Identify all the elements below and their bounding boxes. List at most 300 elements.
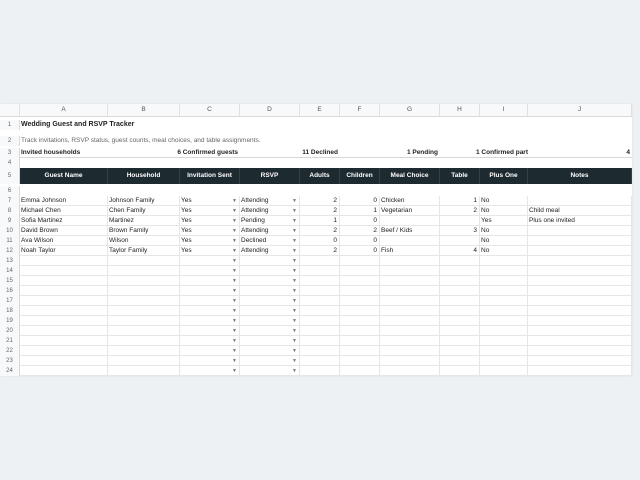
meal-choice-cell[interactable] bbox=[380, 326, 440, 336]
header-notes[interactable]: Notes bbox=[528, 168, 632, 184]
meal-choice-cell[interactable] bbox=[380, 206, 440, 216]
household-cell[interactable] bbox=[108, 366, 180, 376]
children-cell[interactable] bbox=[340, 366, 380, 376]
household-cell[interactable] bbox=[108, 336, 180, 346]
notes-cell[interactable] bbox=[528, 356, 632, 366]
adults-cell[interactable] bbox=[300, 336, 340, 346]
plus-one-cell-value: No bbox=[481, 237, 490, 244]
rsvp-cell[interactable] bbox=[240, 286, 300, 296]
dropdown-arrow-icon[interactable]: ▼ bbox=[292, 338, 297, 344]
column-header-e[interactable]: E bbox=[300, 104, 340, 116]
adults-cell-value: 2 bbox=[333, 247, 337, 254]
row-number[interactable]: 13 bbox=[0, 256, 20, 266]
summary-confirmed-parties[interactable]: 1 Confirmed part bbox=[440, 148, 530, 158]
notes-cell[interactable] bbox=[528, 306, 632, 316]
dropdown-arrow-icon[interactable]: ▼ bbox=[232, 238, 237, 244]
children-cell-value: 0 bbox=[373, 197, 377, 204]
table-cell[interactable] bbox=[440, 336, 480, 346]
adults-cell[interactable] bbox=[300, 236, 340, 246]
meal-choice-cell[interactable] bbox=[380, 276, 440, 286]
household-cell[interactable] bbox=[108, 346, 180, 356]
adults-cell[interactable] bbox=[300, 286, 340, 296]
row-number[interactable]: 5 bbox=[0, 168, 20, 184]
guest-name-cell[interactable] bbox=[20, 276, 108, 286]
household-cell-value: Johnson Family bbox=[109, 197, 155, 204]
dropdown-arrow-icon[interactable]: ▼ bbox=[292, 278, 297, 284]
guest-name-cell[interactable] bbox=[20, 236, 108, 246]
row-number[interactable]: 16 bbox=[0, 286, 20, 296]
notes-cell[interactable] bbox=[528, 266, 632, 276]
rsvp-cell[interactable] bbox=[240, 256, 300, 266]
column-header-f[interactable]: F bbox=[340, 104, 380, 116]
dropdown-arrow-icon[interactable]: ▼ bbox=[292, 208, 297, 214]
column-header-b[interactable]: B bbox=[108, 104, 180, 116]
table-cell[interactable] bbox=[440, 286, 480, 296]
row-number[interactable]: 18 bbox=[0, 306, 20, 316]
header-rsvp[interactable]: RSVP bbox=[240, 168, 300, 184]
table-cell[interactable] bbox=[440, 366, 480, 376]
row-number[interactable]: 14 bbox=[0, 266, 20, 276]
children-cell[interactable] bbox=[340, 216, 380, 226]
guest-name-cell[interactable] bbox=[20, 326, 108, 336]
notes-cell[interactable] bbox=[528, 296, 632, 306]
notes-cell[interactable] bbox=[528, 206, 632, 216]
rsvp-cell[interactable] bbox=[240, 206, 300, 216]
rsvp-cell[interactable] bbox=[240, 296, 300, 306]
guest-name-cell[interactable] bbox=[20, 366, 108, 376]
summary-confirmed-guests[interactable]: 6 Confirmed guests bbox=[108, 148, 240, 158]
household-cell[interactable] bbox=[108, 296, 180, 306]
children-cell[interactable] bbox=[340, 256, 380, 266]
plus-one-cell[interactable] bbox=[480, 366, 528, 376]
column-header-d[interactable]: D bbox=[240, 104, 300, 116]
dropdown-arrow-icon[interactable]: ▼ bbox=[292, 218, 297, 224]
table-cell[interactable] bbox=[440, 356, 480, 366]
table-cell-value: 3 bbox=[473, 227, 477, 234]
dropdown-arrow-icon[interactable]: ▼ bbox=[232, 358, 237, 364]
dropdown-arrow-icon[interactable]: ▼ bbox=[232, 288, 237, 294]
dropdown-arrow-icon[interactable]: ▼ bbox=[232, 228, 237, 234]
dropdown-arrow-icon[interactable]: ▼ bbox=[292, 368, 297, 374]
rsvp-cell[interactable] bbox=[240, 346, 300, 356]
invitation-sent-cell[interactable] bbox=[180, 216, 240, 226]
plus-one-cell[interactable] bbox=[480, 266, 528, 276]
invitation-sent-cell[interactable] bbox=[180, 226, 240, 236]
adults-cell[interactable] bbox=[300, 296, 340, 306]
household-cell[interactable] bbox=[108, 246, 180, 256]
notes-cell[interactable] bbox=[528, 336, 632, 346]
table-cell[interactable] bbox=[440, 306, 480, 316]
dropdown-arrow-icon[interactable]: ▼ bbox=[232, 278, 237, 284]
empty-row bbox=[0, 326, 632, 336]
guest-name-cell[interactable] bbox=[20, 216, 108, 226]
plus-one-cell[interactable] bbox=[480, 346, 528, 356]
column-header-i[interactable]: I bbox=[480, 104, 528, 116]
adults-cell[interactable] bbox=[300, 306, 340, 316]
column-header-bar bbox=[0, 104, 632, 117]
corner-cell[interactable] bbox=[0, 104, 20, 116]
household-cell[interactable] bbox=[108, 196, 180, 206]
dropdown-arrow-icon[interactable]: ▼ bbox=[292, 298, 297, 304]
dropdown-arrow-icon[interactable]: ▼ bbox=[232, 248, 237, 254]
adults-cell[interactable] bbox=[300, 366, 340, 376]
dropdown-arrow-icon[interactable]: ▼ bbox=[232, 338, 237, 344]
table-cell[interactable] bbox=[440, 236, 480, 246]
summary-pending[interactable]: 1 Pending bbox=[340, 148, 440, 158]
adults-cell[interactable] bbox=[300, 246, 340, 256]
plus-one-cell[interactable] bbox=[480, 256, 528, 266]
row-number[interactable]: 12 bbox=[0, 246, 20, 256]
dropdown-arrow-icon[interactable]: ▼ bbox=[292, 288, 297, 294]
notes-cell[interactable] bbox=[528, 236, 632, 246]
children-cell[interactable] bbox=[340, 236, 380, 246]
rsvp-cell-value: Attending bbox=[241, 227, 269, 234]
adults-cell[interactable] bbox=[300, 206, 340, 216]
household-cell[interactable] bbox=[108, 266, 180, 276]
plus-one-cell-value: Yes bbox=[481, 217, 492, 224]
table-cell[interactable] bbox=[440, 216, 480, 226]
household-cell[interactable] bbox=[108, 276, 180, 286]
column-header-a[interactable]: A bbox=[20, 104, 108, 116]
guest-name-cell[interactable] bbox=[20, 196, 108, 206]
meal-choice-cell[interactable] bbox=[380, 346, 440, 356]
plus-one-cell[interactable] bbox=[480, 226, 528, 236]
row-number[interactable]: 8 bbox=[0, 206, 20, 216]
adults-cell[interactable] bbox=[300, 216, 340, 226]
empty-row bbox=[0, 296, 632, 306]
plus-one-cell[interactable] bbox=[480, 326, 528, 336]
guest-name-cell[interactable] bbox=[20, 256, 108, 266]
header-plus-one[interactable]: Plus One bbox=[480, 168, 528, 184]
plus-one-cell[interactable] bbox=[480, 286, 528, 296]
guest-name-cell[interactable] bbox=[20, 356, 108, 366]
children-cell[interactable] bbox=[340, 326, 380, 336]
plus-one-cell-value: No bbox=[481, 197, 490, 204]
invitation-sent-cell[interactable] bbox=[180, 356, 240, 366]
household-cell[interactable] bbox=[108, 286, 180, 296]
dropdown-arrow-icon[interactable]: ▼ bbox=[232, 328, 237, 334]
rsvp-cell[interactable] bbox=[240, 316, 300, 326]
table-cell[interactable] bbox=[440, 326, 480, 336]
dropdown-arrow-icon[interactable]: ▼ bbox=[292, 268, 297, 274]
children-cell[interactable] bbox=[340, 196, 380, 206]
household-cell-value: Wilson bbox=[109, 237, 129, 244]
invitation-sent-cell[interactable] bbox=[180, 306, 240, 316]
dropdown-arrow-icon[interactable]: ▼ bbox=[232, 298, 237, 304]
rsvp-cell[interactable] bbox=[240, 356, 300, 366]
adults-cell[interactable] bbox=[300, 256, 340, 266]
empty-row bbox=[0, 346, 632, 356]
adults-cell[interactable] bbox=[300, 356, 340, 366]
dropdown-arrow-icon[interactable]: ▼ bbox=[292, 358, 297, 364]
rsvp-cell[interactable] bbox=[240, 196, 300, 206]
meal-choice-cell[interactable] bbox=[380, 256, 440, 266]
children-cell[interactable] bbox=[340, 286, 380, 296]
table-cell[interactable] bbox=[440, 316, 480, 326]
notes-cell[interactable] bbox=[528, 326, 632, 336]
meal-choice-cell[interactable] bbox=[380, 306, 440, 316]
rsvp-cell[interactable] bbox=[240, 266, 300, 276]
guest-name-cell[interactable] bbox=[20, 336, 108, 346]
invitation-sent-cell[interactable] bbox=[180, 196, 240, 206]
rsvp-cell[interactable] bbox=[240, 246, 300, 256]
header-guest-name[interactable]: Guest Name bbox=[20, 168, 108, 184]
children-cell[interactable] bbox=[340, 296, 380, 306]
household-cell[interactable] bbox=[108, 236, 180, 246]
dropdown-arrow-icon[interactable]: ▼ bbox=[292, 238, 297, 244]
column-header-c[interactable]: C bbox=[180, 104, 240, 116]
plus-one-cell[interactable] bbox=[480, 336, 528, 346]
household-cell-value: Martinez bbox=[109, 217, 134, 224]
invitation-sent-cell[interactable] bbox=[180, 316, 240, 326]
sheet-row bbox=[0, 136, 632, 146]
children-cell[interactable] bbox=[340, 346, 380, 356]
guest-name-cell[interactable] bbox=[20, 346, 108, 356]
adults-cell[interactable] bbox=[300, 326, 340, 336]
row-number[interactable]: 24 bbox=[0, 366, 20, 376]
guest-name-cell-value: Emma Johnson bbox=[21, 197, 67, 204]
dropdown-arrow-icon[interactable]: ▼ bbox=[292, 228, 297, 234]
empty-row bbox=[0, 356, 632, 366]
dropdown-arrow-icon[interactable]: ▼ bbox=[292, 308, 297, 314]
rsvp-cell[interactable] bbox=[240, 326, 300, 336]
notes-cell[interactable] bbox=[528, 196, 632, 206]
meal-choice-cell[interactable] bbox=[380, 366, 440, 376]
dropdown-arrow-icon[interactable]: ▼ bbox=[232, 208, 237, 214]
row-number[interactable]: 6 bbox=[0, 186, 20, 196]
table-cell[interactable] bbox=[440, 196, 480, 206]
notes-cell[interactable] bbox=[528, 346, 632, 356]
row-number[interactable]: 7 bbox=[0, 196, 20, 206]
children-cell[interactable] bbox=[340, 316, 380, 326]
notes-cell[interactable] bbox=[528, 216, 632, 226]
invitation-sent-cell[interactable] bbox=[180, 326, 240, 336]
notes-cell[interactable] bbox=[528, 366, 632, 376]
rsvp-cell[interactable] bbox=[240, 336, 300, 346]
meal-choice-cell[interactable] bbox=[380, 336, 440, 346]
children-cell[interactable] bbox=[340, 276, 380, 286]
dropdown-arrow-icon[interactable]: ▼ bbox=[232, 368, 237, 374]
row-number[interactable]: 21 bbox=[0, 336, 20, 346]
dropdown-arrow-icon[interactable]: ▼ bbox=[232, 318, 237, 324]
children-cell[interactable] bbox=[340, 226, 380, 236]
notes-cell[interactable] bbox=[528, 256, 632, 266]
notes-cell[interactable] bbox=[528, 286, 632, 296]
guest-name-cell[interactable] bbox=[20, 286, 108, 296]
row-number[interactable]: 4 bbox=[0, 158, 20, 168]
invitation-sent-cell[interactable] bbox=[180, 266, 240, 276]
adults-cell-value: 2 bbox=[333, 227, 337, 234]
row-number[interactable]: 19 bbox=[0, 316, 20, 326]
notes-cell-value: Plus one invited bbox=[529, 217, 575, 224]
sheet-subtitle[interactable]: Track invitations, RSVP status, guest counts, meal choices, and table assignments. bbox=[21, 137, 261, 144]
dropdown-arrow-icon[interactable]: ▼ bbox=[292, 198, 297, 204]
plus-one-cell[interactable] bbox=[480, 316, 528, 326]
row-number[interactable]: 9 bbox=[0, 216, 20, 226]
household-cell[interactable] bbox=[108, 326, 180, 336]
meal-choice-cell[interactable] bbox=[380, 286, 440, 296]
guest-name-cell[interactable] bbox=[20, 246, 108, 256]
plus-one-cell[interactable] bbox=[480, 356, 528, 366]
rsvp-cell[interactable] bbox=[240, 216, 300, 226]
row-number[interactable]: 2 bbox=[0, 136, 20, 146]
dropdown-arrow-icon[interactable]: ▼ bbox=[292, 348, 297, 354]
column-header-h[interactable]: H bbox=[440, 104, 480, 116]
invitation-sent-cell[interactable] bbox=[180, 206, 240, 216]
invitation-sent-cell[interactable] bbox=[180, 346, 240, 356]
notes-cell[interactable] bbox=[528, 246, 632, 256]
meal-choice-cell[interactable] bbox=[380, 296, 440, 306]
table-cell[interactable] bbox=[440, 256, 480, 266]
invitation-sent-cell[interactable] bbox=[180, 336, 240, 346]
notes-cell[interactable] bbox=[528, 226, 632, 236]
rsvp-cell[interactable] bbox=[240, 276, 300, 286]
table-cell[interactable] bbox=[440, 266, 480, 276]
column-header-j[interactable]: J bbox=[528, 104, 632, 116]
invitation-sent-cell[interactable] bbox=[180, 256, 240, 266]
header-meal-choice[interactable]: Meal Choice bbox=[380, 168, 440, 184]
meal-choice-cell[interactable] bbox=[380, 216, 440, 226]
plus-one-cell[interactable] bbox=[480, 306, 528, 316]
meal-choice-cell[interactable] bbox=[380, 356, 440, 366]
plus-one-cell[interactable] bbox=[480, 246, 528, 256]
meal-choice-cell[interactable] bbox=[380, 316, 440, 326]
plus-one-cell[interactable] bbox=[480, 276, 528, 286]
dropdown-arrow-icon[interactable]: ▼ bbox=[292, 328, 297, 334]
row-number[interactable]: 1 bbox=[0, 120, 20, 130]
row-number[interactable]: 15 bbox=[0, 276, 20, 286]
invitation-sent-cell[interactable] bbox=[180, 296, 240, 306]
plus-one-cell[interactable] bbox=[480, 196, 528, 206]
guest-name-cell[interactable] bbox=[20, 316, 108, 326]
meal-choice-cell-value: Fish bbox=[381, 247, 394, 254]
household-cell[interactable] bbox=[108, 356, 180, 366]
table-cell[interactable] bbox=[440, 346, 480, 356]
guest-name-cell[interactable] bbox=[20, 206, 108, 216]
rsvp-cell[interactable] bbox=[240, 236, 300, 246]
invitation-sent-cell[interactable] bbox=[180, 246, 240, 256]
dropdown-arrow-icon[interactable]: ▼ bbox=[292, 248, 297, 254]
invitation-sent-cell-value: Yes bbox=[181, 197, 192, 204]
meal-choice-cell[interactable] bbox=[380, 246, 440, 256]
household-cell[interactable] bbox=[108, 226, 180, 236]
rsvp-cell-value: Declined bbox=[241, 237, 267, 244]
header-household[interactable]: Household bbox=[108, 168, 180, 184]
row-number[interactable]: 17 bbox=[0, 296, 20, 306]
guest-name-cell[interactable] bbox=[20, 306, 108, 316]
summary-invited-households[interactable]: Invited households bbox=[20, 148, 180, 158]
adults-cell[interactable] bbox=[300, 316, 340, 326]
dropdown-arrow-icon[interactable]: ▼ bbox=[232, 198, 237, 204]
summary-j[interactable]: 4 bbox=[528, 148, 632, 158]
rsvp-cell-value: Pending bbox=[241, 217, 265, 224]
sheet-row bbox=[0, 158, 632, 168]
column-header-g[interactable]: G bbox=[380, 104, 440, 116]
guest-name-cell[interactable] bbox=[20, 296, 108, 306]
guest-name-cell[interactable] bbox=[20, 266, 108, 276]
row-number[interactable]: 10 bbox=[0, 226, 20, 236]
table-cell[interactable] bbox=[440, 206, 480, 216]
dropdown-arrow-icon[interactable]: ▼ bbox=[232, 218, 237, 224]
household-cell[interactable] bbox=[108, 216, 180, 226]
summary-declined[interactable]: 11 Declined bbox=[240, 148, 340, 158]
guest-name-cell-value: David Brown bbox=[21, 227, 58, 234]
table-cell[interactable] bbox=[440, 246, 480, 256]
row-number[interactable]: 23 bbox=[0, 356, 20, 366]
plus-one-cell[interactable] bbox=[480, 236, 528, 246]
row-number[interactable]: 11 bbox=[0, 236, 20, 246]
notes-cell[interactable] bbox=[528, 316, 632, 326]
dropdown-arrow-icon[interactable]: ▼ bbox=[292, 318, 297, 324]
dropdown-arrow-icon[interactable]: ▼ bbox=[232, 308, 237, 314]
invitation-sent-cell[interactable] bbox=[180, 236, 240, 246]
guest-row bbox=[0, 196, 632, 206]
rsvp-cell[interactable] bbox=[240, 226, 300, 236]
children-cell[interactable] bbox=[340, 356, 380, 366]
rsvp-cell[interactable] bbox=[240, 366, 300, 376]
row-number[interactable]: 3 bbox=[0, 148, 20, 158]
meal-choice-cell[interactable] bbox=[380, 266, 440, 276]
household-cell[interactable] bbox=[108, 306, 180, 316]
children-cell[interactable] bbox=[340, 336, 380, 346]
adults-cell[interactable] bbox=[300, 276, 340, 286]
dropdown-arrow-icon[interactable]: ▼ bbox=[232, 268, 237, 274]
household-cell[interactable] bbox=[108, 316, 180, 326]
header-children[interactable]: Children bbox=[340, 168, 380, 184]
guest-name-cell[interactable] bbox=[20, 226, 108, 236]
table-cell[interactable] bbox=[440, 296, 480, 306]
dropdown-arrow-icon[interactable]: ▼ bbox=[232, 258, 237, 264]
header-adults[interactable]: Adults bbox=[300, 168, 340, 184]
household-cell[interactable] bbox=[108, 206, 180, 216]
invitation-sent-cell[interactable] bbox=[180, 276, 240, 286]
row-number[interactable]: 20 bbox=[0, 326, 20, 336]
household-cell[interactable] bbox=[108, 256, 180, 266]
empty-row bbox=[0, 266, 632, 276]
invitation-sent-cell[interactable] bbox=[180, 286, 240, 296]
table-cell[interactable] bbox=[440, 226, 480, 236]
meal-choice-cell[interactable] bbox=[380, 226, 440, 236]
adults-cell[interactable] bbox=[300, 266, 340, 276]
guest-row bbox=[0, 226, 632, 236]
plus-one-cell[interactable] bbox=[480, 296, 528, 306]
invitation-sent-cell[interactable] bbox=[180, 366, 240, 376]
dropdown-arrow-icon[interactable]: ▼ bbox=[232, 348, 237, 354]
rsvp-cell[interactable] bbox=[240, 306, 300, 316]
children-cell[interactable] bbox=[340, 206, 380, 216]
empty-row bbox=[0, 286, 632, 296]
children-cell[interactable] bbox=[340, 306, 380, 316]
adults-cell[interactable] bbox=[300, 346, 340, 356]
table-cell[interactable] bbox=[440, 276, 480, 286]
meal-choice-cell[interactable] bbox=[380, 236, 440, 246]
children-cell[interactable] bbox=[340, 266, 380, 276]
plus-one-cell[interactable] bbox=[480, 216, 528, 226]
dropdown-arrow-icon[interactable]: ▼ bbox=[292, 258, 297, 264]
guest-name-cell-value: Michael Chen bbox=[21, 207, 61, 214]
notes-cell[interactable] bbox=[528, 276, 632, 286]
row-number[interactable]: 22 bbox=[0, 346, 20, 356]
plus-one-cell[interactable] bbox=[480, 206, 528, 216]
adults-cell[interactable] bbox=[300, 226, 340, 236]
sheet-title[interactable]: Wedding Guest and RSVP Tracker bbox=[21, 121, 135, 128]
header-invitation-sent[interactable]: Invitation Sent bbox=[180, 168, 240, 184]
adults-cell-value: 1 bbox=[333, 217, 337, 224]
header-table[interactable]: Table bbox=[440, 168, 480, 184]
adults-cell[interactable] bbox=[300, 196, 340, 206]
children-cell[interactable] bbox=[340, 246, 380, 256]
meal-choice-cell[interactable] bbox=[380, 196, 440, 206]
